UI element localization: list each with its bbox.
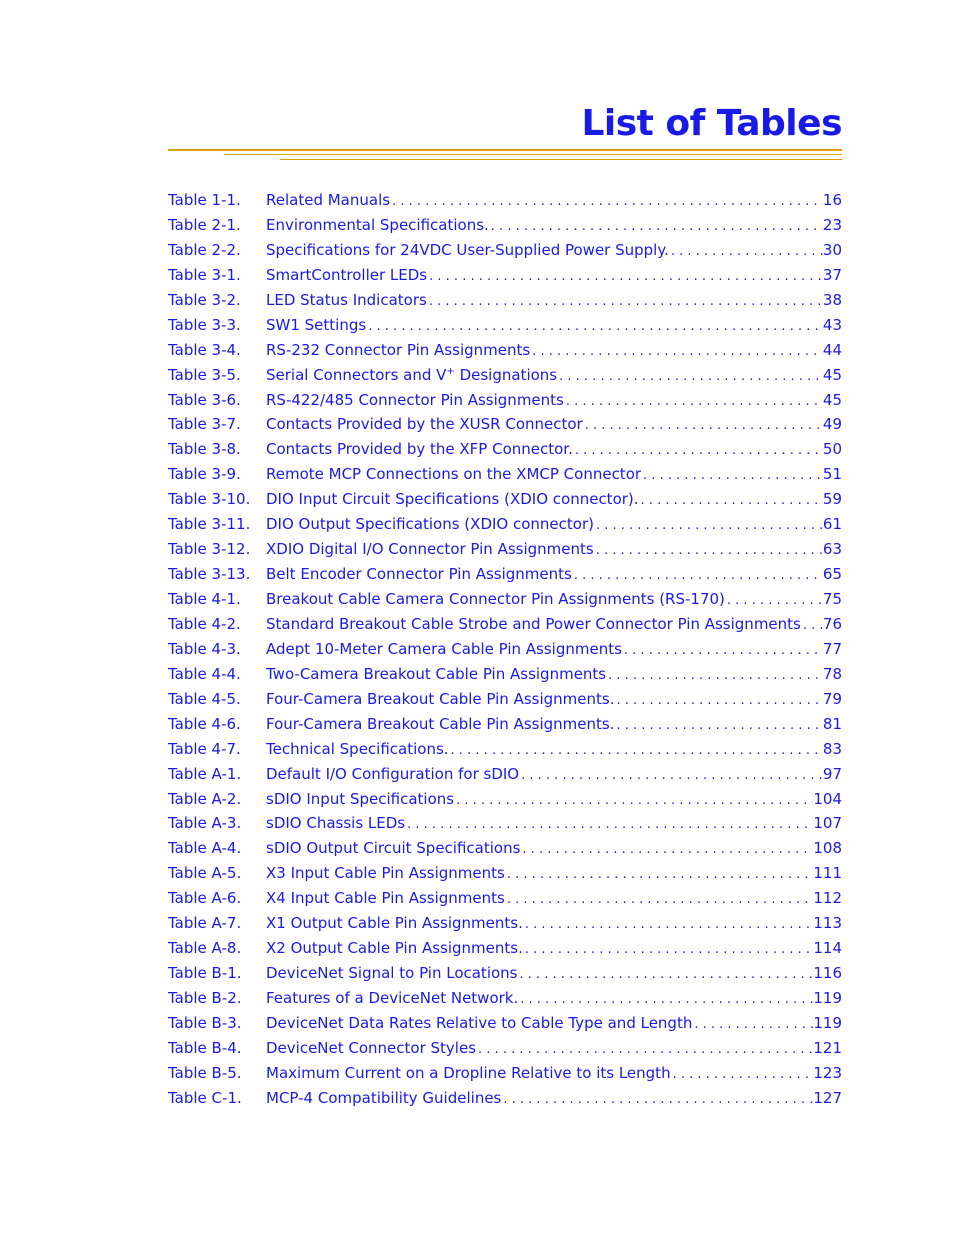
toc-dot-leader — [366, 319, 823, 334]
toc-entry-title[interactable]: Standard Breakout Cable Strobe and Power Connector Pin Assignments — [266, 614, 801, 633]
toc-entry-number[interactable]: Table 3-4. — [168, 340, 241, 359]
toc-entry-page[interactable]: 79 — [822, 689, 842, 708]
toc-entry-title[interactable]: DeviceNet Data Rates Relative to Cable Type and Length — [266, 1013, 693, 1032]
toc-entry-page[interactable]: 77 — [822, 639, 842, 658]
toc-entry-page[interactable]: 45 — [822, 365, 842, 384]
toc-entry-number[interactable]: Table A-2. — [168, 789, 242, 808]
toc-entry[interactable] — [168, 640, 842, 665]
toc-dot-leader — [641, 468, 823, 483]
title-rule-top — [168, 149, 842, 151]
toc-dot-leader — [449, 743, 823, 758]
toc-entry[interactable] — [168, 1014, 842, 1039]
toc-entry-number[interactable]: Table B-2. — [168, 989, 242, 1007]
toc-entry-page[interactable]: 65 — [822, 565, 842, 584]
toc-entry-page[interactable]: 44 — [822, 340, 842, 359]
toc-entry[interactable] — [168, 889, 842, 914]
toc-entry-page[interactable]: 61 — [822, 515, 842, 534]
toc-dot-leader — [405, 817, 813, 832]
page-title: List of Tables — [581, 103, 842, 144]
toc-entry-page[interactable]: 23 — [822, 215, 842, 234]
toc-dot-leader — [564, 394, 823, 409]
toc-entry[interactable] — [168, 241, 842, 266]
toc-entry-number[interactable]: Table B-5. — [168, 1063, 242, 1082]
toc-dot-leader — [614, 693, 822, 708]
toc-entry-page[interactable]: 78 — [822, 664, 842, 683]
toc-entry-title[interactable]: Four-Camera Breakout Cable Pin Assignments. — [266, 714, 615, 733]
toc-entry-page[interactable]: 123 — [813, 1063, 842, 1082]
toc-entry-title[interactable]: Maximum Current on a Dropline Relative to its Length — [266, 1063, 671, 1082]
toc-entry-title[interactable]: LED Status Indicators — [266, 290, 427, 309]
toc-dot-leader — [523, 917, 813, 932]
toc-dot-leader — [614, 718, 822, 733]
toc-dot-leader — [501, 1092, 813, 1107]
toc-entry-number[interactable]: Table 4-1. — [168, 590, 241, 608]
toc-entry-page[interactable]: 49 — [822, 415, 842, 434]
toc-entry-title[interactable]: SW1 Settings — [266, 315, 367, 334]
toc-dot-leader — [518, 992, 813, 1007]
toc-entry-number[interactable]: Table 3-10. — [168, 490, 251, 509]
toc-entry[interactable] — [168, 391, 842, 416]
toc-dot-leader — [517, 967, 813, 982]
toc-entry-page[interactable]: 81 — [822, 714, 842, 733]
toc-entry-title[interactable]: Related Manuals — [266, 191, 391, 209]
toc-entry-number[interactable]: Table A-5. — [168, 864, 242, 883]
toc-entry-number[interactable]: Table 1-1. — [168, 191, 241, 209]
toc-entry-title[interactable]: Environmental Specifications. — [266, 215, 489, 234]
toc-entry-number[interactable]: Table 3-3. — [168, 315, 241, 334]
toc-entry[interactable] — [168, 266, 842, 291]
toc-dot-leader — [427, 269, 823, 284]
toc-entry-number[interactable]: Table B-4. — [168, 1038, 242, 1057]
toc-entry-title[interactable]: RS-422/485 Connector Pin Assignments — [266, 390, 564, 409]
toc-dot-leader — [573, 443, 823, 458]
toc-entry[interactable] — [168, 615, 842, 640]
toc-entry-title[interactable]: Belt Encoder Connector Pin Assignments — [266, 565, 572, 584]
table-list — [168, 191, 842, 1114]
toc-entry-number[interactable]: Table 3-5. — [168, 365, 241, 384]
toc-entry-number[interactable]: Table 4-3. — [168, 639, 241, 658]
toc-entry-number[interactable]: Table 3-1. — [168, 265, 241, 284]
toc-entry-number[interactable]: Table 3-11. — [168, 515, 251, 534]
toc-dot-leader — [505, 892, 814, 907]
toc-entry-number[interactable]: Table 3-9. — [168, 465, 241, 484]
toc-entry-number[interactable]: Table 3-8. — [168, 440, 241, 459]
toc-dot-leader — [692, 1017, 813, 1032]
toc-dot-leader — [639, 493, 823, 508]
toc-entry-title[interactable] — [266, 366, 557, 384]
toc-entry-page[interactable]: 119 — [813, 989, 842, 1007]
toc-entry-page[interactable]: 37 — [822, 265, 842, 284]
toc-dot-leader — [622, 643, 823, 658]
toc-entry-page[interactable]: 111 — [813, 864, 842, 883]
toc-dot-leader — [390, 194, 823, 209]
toc-dot-leader — [489, 219, 823, 234]
toc-entry-number[interactable]: Table 2-1. — [168, 215, 241, 234]
toc-entry-page[interactable]: 104 — [813, 789, 842, 808]
toc-entry-number[interactable]: Table B-1. — [168, 964, 242, 983]
toc-entry[interactable] — [168, 366, 842, 391]
toc-dot-leader — [520, 842, 813, 857]
toc-entry-title[interactable]: Features of a DeviceNet Network. — [266, 989, 519, 1007]
toc-entry-number[interactable]: Table 4-6. — [168, 714, 241, 733]
toc-entry-title[interactable]: sDIO Chassis LEDs — [266, 814, 406, 833]
toc-entry-title[interactable]: X4 Input Cable Pin Assignments — [266, 889, 505, 908]
toc-entry-number[interactable]: Table A-8. — [168, 939, 242, 958]
toc-entry-title[interactable]: Remote MCP Connections on the XMCP Connector — [266, 465, 642, 484]
toc-entry-title[interactable]: RS-232 Connector Pin Assignments — [266, 340, 531, 359]
toc-entry[interactable] — [168, 540, 842, 565]
toc-entry[interactable] — [168, 490, 842, 515]
toc-entry-title[interactable]: X1 Output Cable Pin Assignments. — [266, 914, 523, 933]
toc-entry-title[interactable]: Adept 10-Meter Camera Cable Pin Assignments — [266, 639, 622, 658]
toc-entry[interactable] — [168, 515, 842, 540]
toc-entry-title[interactable]: Technical Specifications. — [266, 739, 449, 758]
toc-entry-title-part: Serial Connectors and V — [266, 365, 447, 384]
toc-entry-title[interactable]: Specifications for 24VDC User-Supplied Power Supply. — [266, 240, 669, 259]
toc-entry-title[interactable]: DIO Input Circuit Specifications (XDIO connector). — [266, 490, 639, 509]
toc-entry[interactable] — [168, 914, 842, 939]
toc-entry-page[interactable]: 114 — [813, 939, 842, 958]
toc-entry-title[interactable]: sDIO Input Specifications — [266, 789, 455, 808]
toc-entry-number[interactable]: Table A-4. — [168, 839, 242, 858]
toc-dot-leader — [427, 294, 823, 309]
toc-entry-title[interactable]: Default I/O Configuration for sDIO — [266, 764, 520, 783]
title-rule-bottom — [280, 159, 842, 160]
toc-entry-number[interactable]: Table 4-5. — [168, 689, 241, 708]
toc-entry[interactable] — [168, 565, 842, 590]
toc-entry-page[interactable]: 45 — [822, 390, 842, 409]
toc-dot-leader — [572, 568, 823, 583]
toc-entry-number[interactable]: Table 4-7. — [168, 739, 241, 758]
toc-dot-leader — [523, 942, 813, 957]
toc-entry-page[interactable]: 107 — [813, 814, 842, 833]
toc-entry[interactable] — [168, 989, 842, 1014]
toc-entry[interactable] — [168, 715, 842, 740]
toc-entry-title[interactable]: X3 Input Cable Pin Assignments — [266, 864, 505, 883]
toc-entry[interactable] — [168, 765, 842, 790]
toc-entry[interactable] — [168, 790, 842, 815]
toc-entry-number[interactable]: Table B-3. — [168, 1013, 242, 1032]
toc-dot-leader — [454, 793, 813, 808]
toc-entry[interactable] — [168, 740, 842, 765]
toc-entry[interactable] — [168, 440, 842, 465]
toc-entry-page[interactable]: 97 — [822, 764, 842, 783]
toc-entry[interactable] — [168, 216, 842, 241]
toc-entry-number[interactable]: Table 3-13. — [168, 565, 251, 584]
toc-entry[interactable] — [168, 590, 842, 615]
toc-entry-page[interactable]: 113 — [813, 914, 842, 933]
toc-entry[interactable] — [168, 316, 842, 341]
toc-dot-leader — [594, 543, 823, 558]
toc-entry-page[interactable]: 59 — [822, 490, 842, 509]
toc-entry-number[interactable]: Table A-7. — [168, 914, 242, 933]
toc-entry-title[interactable]: DIO Output Specifications (XDIO connector) — [266, 515, 594, 534]
toc-entry-page[interactable]: 127 — [813, 1088, 842, 1107]
toc-entry[interactable] — [168, 291, 842, 316]
toc-dot-leader — [594, 518, 823, 533]
toc-entry-title[interactable]: Breakout Cable Camera Connector Pin Assignments (RS-170) — [266, 590, 725, 608]
toc-entry-number[interactable]: Table A-3. — [168, 814, 242, 833]
toc-entry-page[interactable]: 83 — [822, 739, 842, 758]
toc-entry-page[interactable]: 43 — [822, 315, 842, 334]
toc-entry-title-part: Designations — [454, 365, 558, 384]
toc-dot-leader — [725, 593, 823, 608]
toc-entry-page[interactable]: 108 — [813, 839, 842, 858]
toc-entry-title[interactable]: XDIO Digital I/O Connector Pin Assignments — [266, 540, 594, 559]
toc-entry-page[interactable]: 38 — [822, 290, 842, 309]
toc-entry[interactable] — [168, 465, 842, 490]
toc-entry-title[interactable]: DeviceNet Connector Styles — [266, 1038, 477, 1057]
toc-dot-leader — [476, 1042, 813, 1057]
toc-dot-leader — [557, 369, 823, 384]
toc-entry-page[interactable]: 50 — [822, 440, 842, 459]
toc-dot-leader — [519, 768, 823, 783]
toc-entry[interactable] — [168, 1089, 842, 1114]
toc-entry[interactable] — [168, 1064, 842, 1089]
toc-entry-page[interactable]: 112 — [813, 889, 842, 908]
toc-entry-title[interactable]: SmartController LEDs — [266, 265, 428, 284]
toc-entry[interactable] — [168, 814, 842, 839]
toc-dot-leader — [583, 418, 823, 433]
toc-entry-number[interactable]: Table C-1. — [168, 1088, 242, 1107]
toc-entry-number[interactable]: Table 2-2. — [168, 240, 241, 259]
toc-entry-title[interactable]: MCP-4 Compatibility Guidelines — [266, 1088, 502, 1107]
toc-dot-leader — [530, 344, 823, 359]
toc-entry[interactable] — [168, 939, 842, 964]
toc-dot-leader — [606, 668, 823, 683]
toc-entry[interactable] — [168, 839, 842, 864]
toc-entry-title[interactable]: Four-Camera Breakout Cable Pin Assignments. — [266, 689, 615, 708]
toc-entry-title[interactable]: DeviceNet Signal to Pin Locations — [266, 964, 518, 983]
toc-entry-page[interactable]: 119 — [813, 1013, 842, 1032]
toc-entry-page[interactable]: 76 — [822, 614, 842, 633]
toc-entry-title[interactable]: sDIO Output Circuit Specifications — [266, 839, 521, 858]
toc-entry-number[interactable]: Table A-6. — [168, 889, 242, 908]
toc-entry-number[interactable]: Table 3-2. — [168, 290, 241, 309]
toc-entry[interactable] — [168, 665, 842, 690]
toc-entry-title[interactable]: Contacts Provided by the XFP Connector. — [266, 440, 573, 459]
toc-entry[interactable] — [168, 1039, 842, 1064]
toc-entry[interactable] — [168, 191, 842, 216]
toc-dot-leader — [671, 1067, 814, 1082]
toc-dot-leader — [801, 618, 823, 633]
toc-entry-page[interactable]: 116 — [813, 964, 842, 983]
toc-entry-page[interactable]: 16 — [822, 191, 842, 209]
toc-entry-page[interactable]: 121 — [813, 1038, 842, 1057]
toc-entry-number[interactable]: Table 4-4. — [168, 664, 241, 683]
toc-dot-leader — [669, 244, 823, 259]
toc-entry-page[interactable]: 75 — [822, 590, 842, 608]
toc-entry-number[interactable]: Table 4-2. — [168, 614, 241, 633]
toc-entry-number[interactable]: Table A-1. — [168, 764, 242, 783]
toc-entry[interactable] — [168, 341, 842, 366]
toc-entry-title[interactable]: X2 Output Cable Pin Assignments. — [266, 939, 523, 958]
toc-entry[interactable] — [168, 964, 842, 989]
toc-entry-page[interactable]: 51 — [822, 465, 842, 484]
toc-entry[interactable] — [168, 690, 842, 715]
toc-dot-leader — [505, 867, 814, 882]
toc-entry-number[interactable]: Table 3-6. — [168, 390, 241, 409]
title-rule-middle — [224, 154, 842, 155]
toc-entry[interactable] — [168, 415, 842, 440]
toc-entry-title[interactable]: Two-Camera Breakout Cable Pin Assignments — [266, 664, 607, 683]
toc-entry-number[interactable]: Table 3-12. — [168, 540, 251, 559]
toc-entry[interactable] — [168, 864, 842, 889]
toc-entry-page[interactable]: 30 — [822, 240, 842, 259]
toc-entry-page[interactable]: 63 — [822, 540, 842, 559]
toc-entry-title-superscript: + — [446, 365, 455, 377]
toc-entry-title[interactable]: Contacts Provided by the XUSR Connector — [266, 415, 583, 434]
toc-entry-number[interactable]: Table 3-7. — [168, 415, 241, 434]
